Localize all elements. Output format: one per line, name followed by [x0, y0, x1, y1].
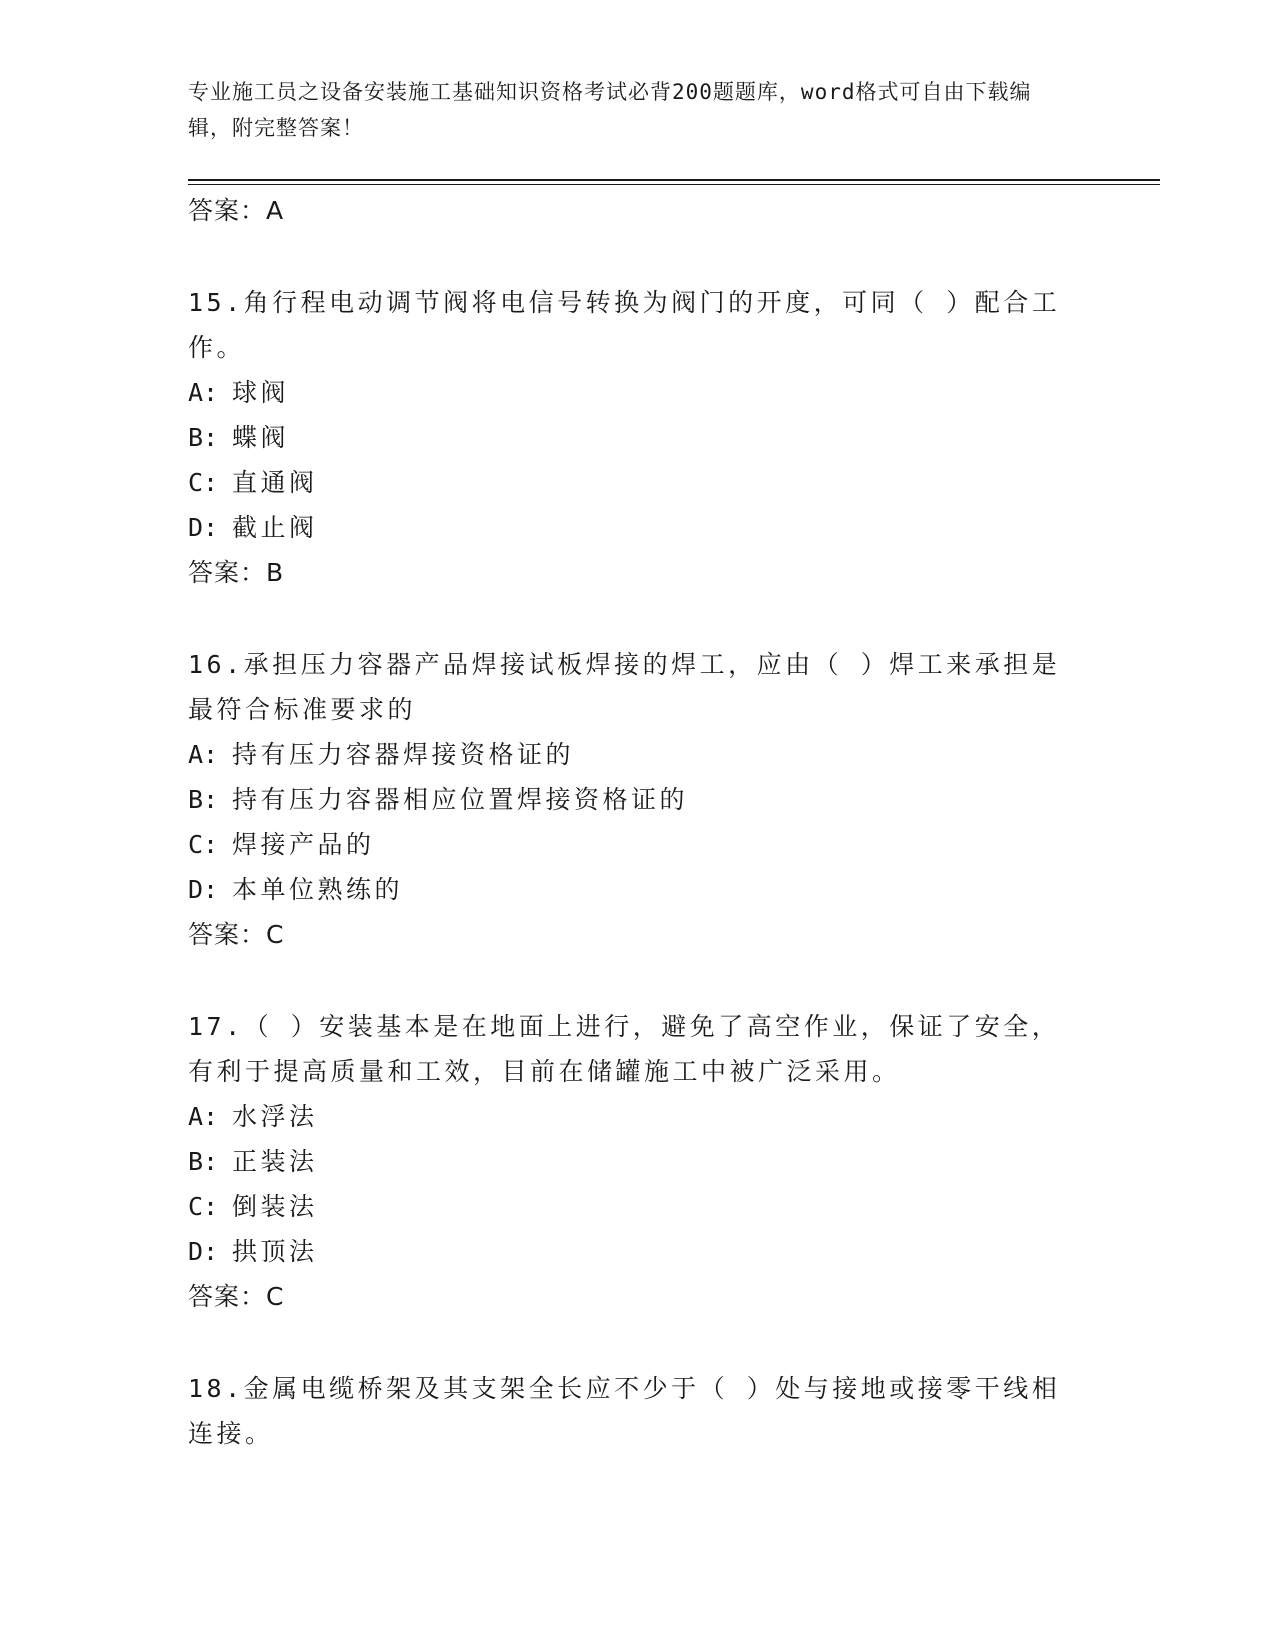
option-key: D:	[188, 513, 219, 542]
option-key: C:	[188, 830, 219, 859]
option-b	[188, 415, 1068, 460]
option-text: 直通阀	[232, 468, 318, 497]
answer-line: 答案：B	[188, 558, 285, 587]
answer-line: 答案：C	[188, 1282, 285, 1311]
answer-line: 答案：A	[188, 196, 285, 225]
option-d	[188, 1229, 1068, 1274]
option-c	[188, 460, 1068, 505]
option-key: C:	[188, 1192, 219, 1221]
option-text: 拱顶法	[232, 1237, 318, 1266]
question-15-text: 15.角行程电动调节阀将电信号转换为阀门的开度，可同（ ）配合工作。	[188, 288, 1061, 362]
option-key: B:	[188, 785, 219, 814]
option-text: 持有压力容器相应位置焊接资格证的	[232, 785, 689, 814]
option-b	[188, 1139, 1068, 1184]
answer-line: 答案：C	[188, 920, 285, 949]
option-b	[188, 777, 1068, 822]
question-18-text: 18.金属电缆桥架及其支架全长应不少于（ ）处与接地或接零干线相连接。	[188, 1374, 1061, 1448]
option-c	[188, 822, 1068, 867]
option-text: 正装法	[232, 1147, 318, 1176]
option-text: 球阀	[232, 378, 290, 407]
header-divider-thick	[188, 179, 1160, 181]
option-c	[188, 1184, 1068, 1229]
question-17-text: 17.（ ）安装基本是在地面上进行，避免了高空作业，保证了安全，有利于提高质量和工效，目前在储罐施工中被广泛采用。	[188, 1012, 1061, 1086]
option-a	[188, 370, 1068, 415]
document-body	[188, 188, 1068, 1456]
document-header: 专业施工员之设备安装施工基础知识资格考试必背200题题库，word格式可自由下载编辑，附完整答案！	[188, 80, 1032, 140]
option-text: 焊接产品的	[232, 830, 375, 859]
option-text: 本单位熟练的	[232, 875, 404, 904]
option-d	[188, 505, 1068, 550]
option-text: 倒装法	[232, 1192, 318, 1221]
option-key: A:	[188, 378, 219, 407]
option-key: A:	[188, 1102, 219, 1131]
option-key: B:	[188, 1147, 219, 1176]
header-divider-thin	[188, 184, 1160, 185]
option-key: C:	[188, 468, 219, 497]
option-text: 持有压力容器焊接资格证的	[232, 740, 575, 769]
option-text: 蝶阀	[232, 423, 290, 452]
option-a	[188, 732, 1068, 777]
option-a	[188, 1094, 1068, 1139]
option-text: 截止阀	[232, 513, 318, 542]
option-key: D:	[188, 1237, 219, 1266]
option-key: A:	[188, 740, 219, 769]
option-key: B:	[188, 423, 219, 452]
option-d	[188, 867, 1068, 912]
question-16-text: 16.承担压力容器产品焊接试板焊接的焊工，应由（ ）焊工来承担是最符合标准要求的	[188, 650, 1061, 724]
option-text: 水浮法	[232, 1102, 318, 1131]
option-key: D:	[188, 875, 219, 904]
